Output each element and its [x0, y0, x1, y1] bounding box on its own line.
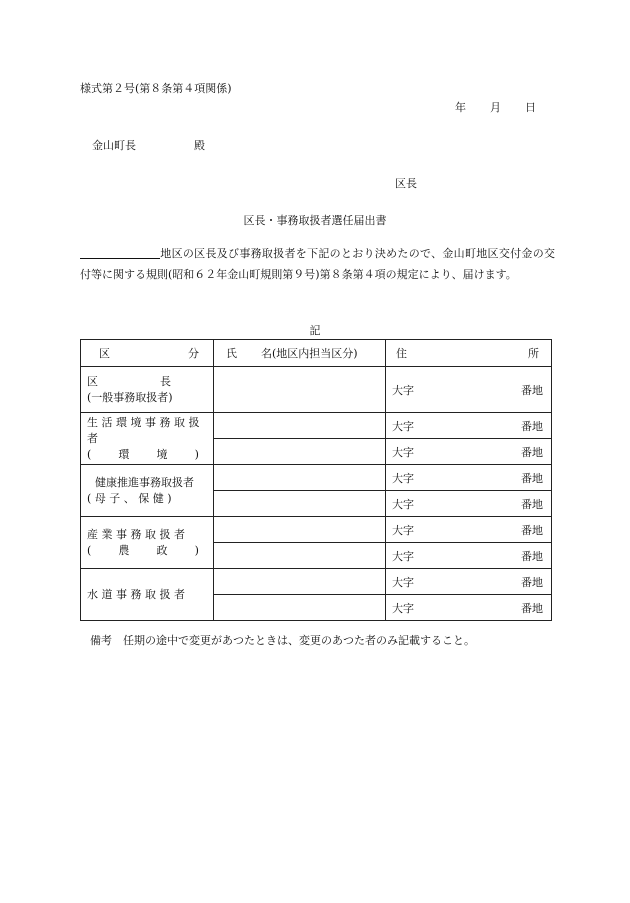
header-category-a: 区 — [99, 347, 110, 360]
address-cell[interactable] — [386, 517, 552, 543]
name-cell[interactable] — [214, 413, 386, 439]
honorific: 殿 — [194, 139, 205, 152]
address-cell[interactable] — [386, 595, 552, 621]
table-row — [81, 413, 552, 439]
name-cell[interactable] — [214, 517, 386, 543]
category-text: 境 — [156, 447, 168, 461]
addressee: 金山町長 — [92, 139, 136, 152]
header-name-b: 名(地区内担当区分) — [261, 347, 358, 360]
address-prefix: 大字 — [392, 471, 414, 485]
date-month-label: 月 — [490, 101, 501, 114]
address-suffix: 番地 — [521, 471, 543, 485]
name-cell[interactable] — [214, 569, 386, 595]
table-row — [81, 465, 552, 491]
category-text: 政 — [156, 543, 168, 557]
table-row — [81, 367, 552, 413]
category-text: 環 — [118, 447, 130, 461]
category-text: ( — [87, 447, 92, 461]
address-prefix: 大字 — [392, 601, 414, 615]
name-cell[interactable] — [214, 543, 386, 569]
name-cell[interactable] — [214, 439, 386, 465]
header-address — [386, 340, 552, 367]
address-cell[interactable] — [386, 569, 552, 595]
date-day-label: 日 — [525, 101, 536, 114]
header-name — [214, 340, 386, 367]
category-cell — [81, 465, 214, 517]
remarks-note: 備考 任期の途中で変更があつたときは、変更のあつた者のみ記載すること。 — [90, 634, 475, 647]
category-cell — [81, 517, 214, 569]
form-number: 様式第２号(第８条第４項関係) — [80, 82, 232, 95]
body-paragraph — [80, 243, 555, 285]
table-header-row — [81, 340, 552, 367]
table-row — [81, 517, 552, 543]
address-prefix: 大字 — [392, 523, 414, 537]
category-text: ) — [194, 543, 199, 557]
category-cell — [81, 413, 214, 465]
category-text: 区 — [87, 374, 98, 388]
address-suffix: 番地 — [521, 419, 543, 433]
address-prefix: 大字 — [392, 575, 414, 589]
date-year-label: 年 — [455, 101, 466, 114]
category-text: (一般事務取扱者) — [87, 390, 173, 404]
ward-head-label: 区長 — [395, 177, 417, 190]
appointment-table — [80, 339, 552, 621]
table-row — [81, 569, 552, 595]
category-cell — [81, 367, 214, 413]
header-address-b: 所 — [528, 347, 539, 360]
address-prefix: 大字 — [392, 383, 414, 397]
body-text: 地区の区長及び事務取扱者を下記のとおり決めたので、金山町地区交付金の交付等に関する規則(昭和６２年金山町規則第９号)第８条第４項の規定により、届けます。 — [80, 247, 555, 281]
category-text: ) — [194, 447, 199, 461]
category-text: 水 道 事 務 取 扱 者 — [87, 587, 185, 601]
header-name-a: 氏 — [226, 347, 237, 360]
address-suffix: 番地 — [521, 523, 543, 537]
address-suffix: 番地 — [521, 445, 543, 459]
address-cell[interactable] — [386, 465, 552, 491]
category-text: 生 活 環 境 事 務 取 扱 者 — [87, 415, 200, 445]
header-category — [81, 340, 214, 367]
address-cell[interactable] — [386, 543, 552, 569]
address-suffix: 番地 — [521, 549, 543, 563]
address-prefix: 大字 — [392, 497, 414, 511]
address-suffix: 番地 — [521, 383, 543, 397]
address-prefix: 大字 — [392, 549, 414, 563]
category-text: 健康推進事務取扱者 — [95, 475, 194, 489]
address-cell[interactable] — [386, 413, 552, 439]
name-cell[interactable] — [214, 367, 386, 413]
document-title: 区長・事務取扱者選任届出書 — [243, 214, 387, 227]
name-cell[interactable] — [214, 465, 386, 491]
category-text: 農 — [118, 543, 130, 557]
address-suffix: 番地 — [521, 575, 543, 589]
address-prefix: 大字 — [392, 419, 414, 433]
category-text: 長 — [160, 374, 171, 388]
address-prefix: 大字 — [392, 445, 414, 459]
header-address-a: 住 — [396, 347, 407, 360]
address-cell[interactable] — [386, 491, 552, 517]
address-cell[interactable] — [386, 439, 552, 465]
category-text: ( — [87, 543, 92, 557]
category-cell — [81, 569, 214, 621]
category-text: 産 業 事 務 取 扱 者 — [87, 527, 185, 541]
district-blank-line[interactable] — [80, 246, 160, 259]
name-cell[interactable] — [214, 595, 386, 621]
name-cell[interactable] — [214, 491, 386, 517]
address-suffix: 番地 — [521, 601, 543, 615]
address-cell[interactable] — [386, 367, 552, 413]
category-text: ( 母 子 、 保 健 ) — [87, 491, 172, 505]
ki-label: 記 — [309, 324, 321, 337]
address-suffix: 番地 — [521, 497, 543, 511]
header-category-b: 分 — [188, 347, 199, 360]
